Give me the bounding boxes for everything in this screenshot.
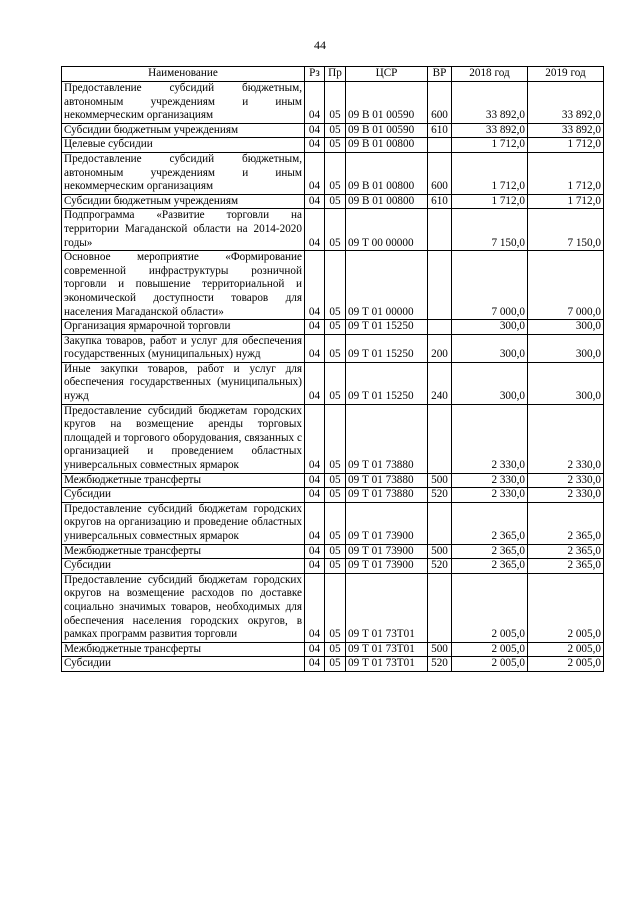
row-csr: 09 Т 01 73900 [346,559,428,574]
row-rz: 04 [305,473,325,488]
row-pr: 05 [325,544,346,559]
row-csr: 09 Т 01 15250 [346,362,428,404]
table-row [62,473,604,488]
row-2018: 2 365,0 [452,559,528,574]
row-pr: 05 [325,559,346,574]
row-vr: 600 [428,82,452,124]
row-2018: 300,0 [452,320,528,335]
row-2019: 2 330,0 [528,473,604,488]
row-2018: 2 330,0 [452,404,528,473]
row-name: Предоставление субсидий бюджетным, автономным учреждениям и иным некоммерческим организациям [62,82,305,124]
row-csr: 09 Т 01 73880 [346,488,428,503]
row-pr: 05 [325,488,346,503]
row-2019: 7 000,0 [528,251,604,320]
table-row [62,334,604,362]
row-name: Закупка товаров, работ и услуг для обеспечения государственных (муниципальных) нужд [62,334,305,362]
row-pr: 05 [325,334,346,362]
table-row [62,502,604,544]
row-rz: 04 [305,544,325,559]
header-2019: 2019 год [528,67,604,82]
page-number: 44 [314,38,326,52]
row-name: Основное мероприятие «Формирование современной инфраструктуры розничной торговли и повышение территориальной и экономической доступности товаров для населения Магаданской области» [62,251,305,320]
table-row [62,194,604,209]
row-csr: 09 Т 01 73880 [346,473,428,488]
row-name: Субсидии [62,657,305,672]
header-name: Наименование [62,67,305,82]
row-rz: 04 [305,194,325,209]
row-vr [428,404,452,473]
row-vr: 520 [428,488,452,503]
row-rz: 04 [305,362,325,404]
row-2018: 33 892,0 [452,82,528,124]
row-rz: 04 [305,404,325,473]
row-pr: 05 [325,642,346,657]
row-name: Межбюджетные трансферты [62,473,305,488]
row-name: Субсидии [62,488,305,503]
row-2019: 33 892,0 [528,123,604,138]
header-2018: 2018 год [452,67,528,82]
row-pr: 05 [325,473,346,488]
table-row [62,251,604,320]
row-pr: 05 [325,138,346,153]
row-vr: 600 [428,152,452,194]
table-row [62,488,604,503]
row-rz: 04 [305,152,325,194]
row-pr: 05 [325,362,346,404]
row-rz: 04 [305,320,325,335]
row-2018: 300,0 [452,362,528,404]
row-name: Субсидии [62,559,305,574]
row-name: Целевые субсидии [62,138,305,153]
row-rz: 04 [305,502,325,544]
header-rz: Рз [305,67,325,82]
table-header-row [62,67,604,82]
row-2019: 300,0 [528,334,604,362]
row-pr: 05 [325,251,346,320]
row-vr: 520 [428,559,452,574]
row-vr [428,573,452,642]
row-csr: 09 Т 01 73900 [346,544,428,559]
table-row [62,123,604,138]
table-row [62,573,604,642]
row-vr [428,502,452,544]
row-vr: 200 [428,334,452,362]
row-rz: 04 [305,657,325,672]
row-2018: 7 000,0 [452,251,528,320]
row-vr [428,251,452,320]
row-2019: 2 365,0 [528,559,604,574]
row-2019: 1 712,0 [528,194,604,209]
row-name: Межбюджетные трансферты [62,642,305,657]
row-csr: 09 Т 00 00000 [346,209,428,251]
row-name: Предоставление субсидий бюджетам городских кругов на возмещение аренды торговых площадей и торгового оборудования, связанных с организацией и проведением областных универсальных совместных ярмарок [62,404,305,473]
row-vr [428,209,452,251]
row-name: Предоставление субсидий бюджетам городских округов на организацию и проведение областных универсальных совместных ярмарок [62,502,305,544]
row-2018: 300,0 [452,334,528,362]
table-row [62,209,604,251]
row-csr: 09 Т 01 00000 [346,251,428,320]
row-pr: 05 [325,573,346,642]
row-2019: 1 712,0 [528,152,604,194]
header-csr: ЦСР [346,67,428,82]
row-2019: 2 005,0 [528,573,604,642]
table-row [62,404,604,473]
row-pr: 05 [325,404,346,473]
row-2019: 1 712,0 [528,138,604,153]
row-2018: 2 005,0 [452,573,528,642]
row-csr: 09 Т 01 73Т01 [346,657,428,672]
row-name: Подпрограмма «Развитие торговли на территории Магаданской области на 2014-2020 годы» [62,209,305,251]
row-vr: 500 [428,544,452,559]
row-csr: 09 Т 01 15250 [346,320,428,335]
row-pr: 05 [325,82,346,124]
row-csr: 09 В 01 00590 [346,123,428,138]
row-vr: 520 [428,657,452,672]
row-2019: 2 330,0 [528,404,604,473]
row-2019: 2 365,0 [528,544,604,559]
row-pr: 05 [325,657,346,672]
row-rz: 04 [305,559,325,574]
row-2019: 2 365,0 [528,502,604,544]
row-rz: 04 [305,642,325,657]
table-row [62,152,604,194]
row-vr: 610 [428,194,452,209]
row-csr: 09 Т 01 15250 [346,334,428,362]
row-csr: 09 Т 01 73Т01 [346,642,428,657]
row-csr: 09 В 01 00590 [346,82,428,124]
table-row [62,138,604,153]
row-2018: 2 365,0 [452,544,528,559]
row-2018: 33 892,0 [452,123,528,138]
row-2019: 300,0 [528,320,604,335]
row-rz: 04 [305,82,325,124]
table-row [62,320,604,335]
row-pr: 05 [325,194,346,209]
row-rz: 04 [305,138,325,153]
table-row [62,544,604,559]
row-2019: 2 330,0 [528,488,604,503]
row-csr: 09 В 01 00800 [346,194,428,209]
row-pr: 05 [325,152,346,194]
row-name: Предоставление субсидий бюджетным, автономным учреждениям и иным некоммерческим организациям [62,152,305,194]
row-2018: 1 712,0 [452,152,528,194]
row-vr: 500 [428,642,452,657]
row-rz: 04 [305,209,325,251]
row-pr: 05 [325,209,346,251]
row-name: Субсидии бюджетным учреждениям [62,194,305,209]
row-2019: 2 005,0 [528,657,604,672]
table-row [62,657,604,672]
row-vr: 610 [428,123,452,138]
row-name: Предоставление субсидий бюджетам городских округов на возмещение расходов по доставке социально значимых товаров, необходимых для обеспечения населения городских округов, в рамках программ развития торговли [62,573,305,642]
row-vr [428,320,452,335]
row-vr: 240 [428,362,452,404]
header-vr: ВР [428,67,452,82]
row-name: Субсидии бюджетным учреждениям [62,123,305,138]
row-rz: 04 [305,334,325,362]
row-csr: 09 Т 01 73Т01 [346,573,428,642]
row-name: Межбюджетные трансферты [62,544,305,559]
row-rz: 04 [305,488,325,503]
row-pr: 05 [325,320,346,335]
row-rz: 04 [305,123,325,138]
row-2019: 7 150,0 [528,209,604,251]
row-2019: 300,0 [528,362,604,404]
budget-table [61,66,604,672]
row-pr: 05 [325,502,346,544]
row-csr: 09 Т 01 73900 [346,502,428,544]
row-2018: 2 005,0 [452,642,528,657]
row-csr: 09 В 01 00800 [346,152,428,194]
row-pr: 05 [325,123,346,138]
row-2019: 33 892,0 [528,82,604,124]
table-row [62,559,604,574]
row-2019: 2 005,0 [528,642,604,657]
row-vr: 500 [428,473,452,488]
row-name: Организация ярмарочной торговли [62,320,305,335]
row-vr [428,138,452,153]
row-csr: 09 Т 01 73880 [346,404,428,473]
row-2018: 2 330,0 [452,473,528,488]
row-2018: 1 712,0 [452,138,528,153]
row-2018: 2 330,0 [452,488,528,503]
row-rz: 04 [305,573,325,642]
table-row [62,82,604,124]
header-pr: Пр [325,67,346,82]
row-2018: 2 365,0 [452,502,528,544]
row-rz: 04 [305,251,325,320]
row-2018: 1 712,0 [452,194,528,209]
row-2018: 7 150,0 [452,209,528,251]
table-row [62,362,604,404]
table-row [62,642,604,657]
row-2018: 2 005,0 [452,657,528,672]
row-csr: 09 В 01 00800 [346,138,428,153]
row-name: Иные закупки товаров, работ и услуг для обеспечения государственных (муниципальных) нужд [62,362,305,404]
